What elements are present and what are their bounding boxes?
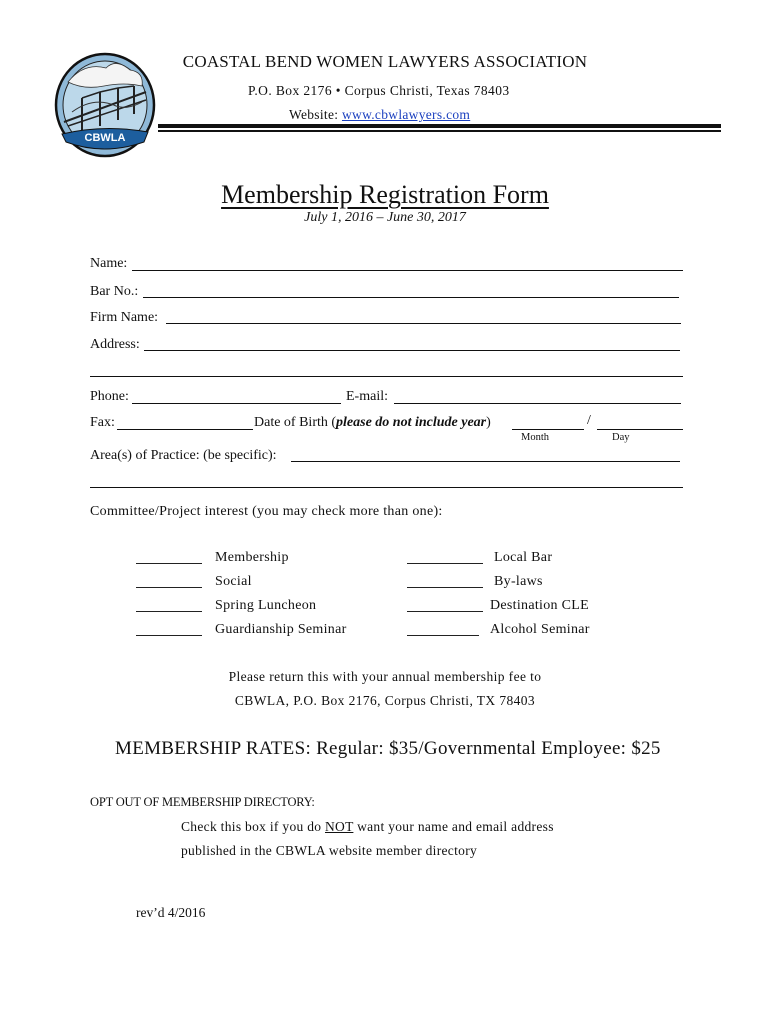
opt-out-line2: published in the CBWLA website member directory [181,843,478,858]
bar-no-label: Bar No.: [90,284,139,299]
address-field-line2[interactable] [90,376,683,377]
dob-day-field[interactable] [597,429,683,430]
dob-label: Date of Birth (please do not include year) [254,415,491,430]
opt-out-heading: OPT OUT OF MEMBERSHIP DIRECTORY: [90,795,315,809]
committee-label-alcohol-seminar: Alcohol Seminar [490,622,590,637]
committee-label-local-bar: Local Bar [494,550,553,565]
fax-field[interactable] [117,429,253,430]
firm-name-label: Firm Name: [90,310,159,325]
address-field[interactable] [144,350,680,351]
org-address: P.O. Box 2176 • Corpus Christi, Texas 78403 [248,83,510,98]
phone-label: Phone: [90,389,129,404]
month-caption: Month [521,432,550,443]
svg-text:CBWLA: CBWLA [84,132,126,144]
website-link[interactable]: www.cbwlawyers.com [341,107,471,122]
dob-slash: / [587,413,591,428]
fax-label: Fax: [90,415,115,430]
committee-check-social[interactable] [136,587,202,588]
membership-period: July 1, 2016 – June 30, 2017 [304,210,466,225]
address-label: Address: [90,337,140,352]
opt-out-line1: Check this box if you do NOT want your name and email address [181,819,554,834]
phone-field[interactable] [132,403,341,404]
committee-label-membership: Membership [215,550,289,565]
committee-check-membership[interactable] [136,563,202,564]
opt-out-not-emphasis: NOT [325,819,354,834]
committee-label-social: Social [215,574,252,589]
org-name: COASTAL BEND WOMEN LAWYERS ASSOCIATION [182,52,588,71]
committee-label-by-laws: By-laws [494,574,543,589]
committee-check-by-laws[interactable] [407,587,483,588]
dob-note: please do not include year [336,415,487,430]
committee-intro: Committee/Project interest (you may check more than one): [90,504,443,519]
practice-area-field[interactable] [291,461,680,462]
return-instructions: Please return this with your annual membership fee to [228,669,542,684]
committee-label-destination-cle: Destination CLE [490,598,589,613]
name-field[interactable] [132,270,683,271]
dob-month-field[interactable] [512,429,584,430]
bar-no-field[interactable] [143,297,679,298]
practice-area-label: Area(s) of Practice: (be specific): [90,448,277,463]
email-field[interactable] [394,403,681,404]
name-label: Name: [90,256,128,271]
page-title: Membership Registration Form [221,180,549,209]
firm-name-field[interactable] [166,323,681,324]
committee-label-guardianship-seminar: Guardianship Seminar [215,622,347,637]
committee-check-local-bar[interactable] [407,563,483,564]
day-caption: Day [612,432,630,443]
committee-label-spring-luncheon: Spring Luncheon [215,598,317,613]
email-label: E-mail: [346,389,388,404]
header-rule-thick [158,124,721,128]
revision-date: rev’d 4/2016 [136,905,206,920]
committee-check-alcohol-seminar[interactable] [407,635,479,636]
return-address: CBWLA, P.O. Box 2176, Corpus Christi, TX 78403 [234,693,536,708]
membership-rates: MEMBERSHIP RATES: Regular: $35/Governmental Employee: $25 [115,738,661,759]
website-line [289,107,470,123]
committee-check-destination-cle[interactable] [407,611,483,612]
practice-area-field-line2[interactable] [90,487,683,488]
committee-check-guardianship-seminar[interactable] [136,635,202,636]
committee-check-spring-luncheon[interactable] [136,611,202,612]
website-label: Website: [289,107,342,122]
header-rule-thin [158,130,721,132]
